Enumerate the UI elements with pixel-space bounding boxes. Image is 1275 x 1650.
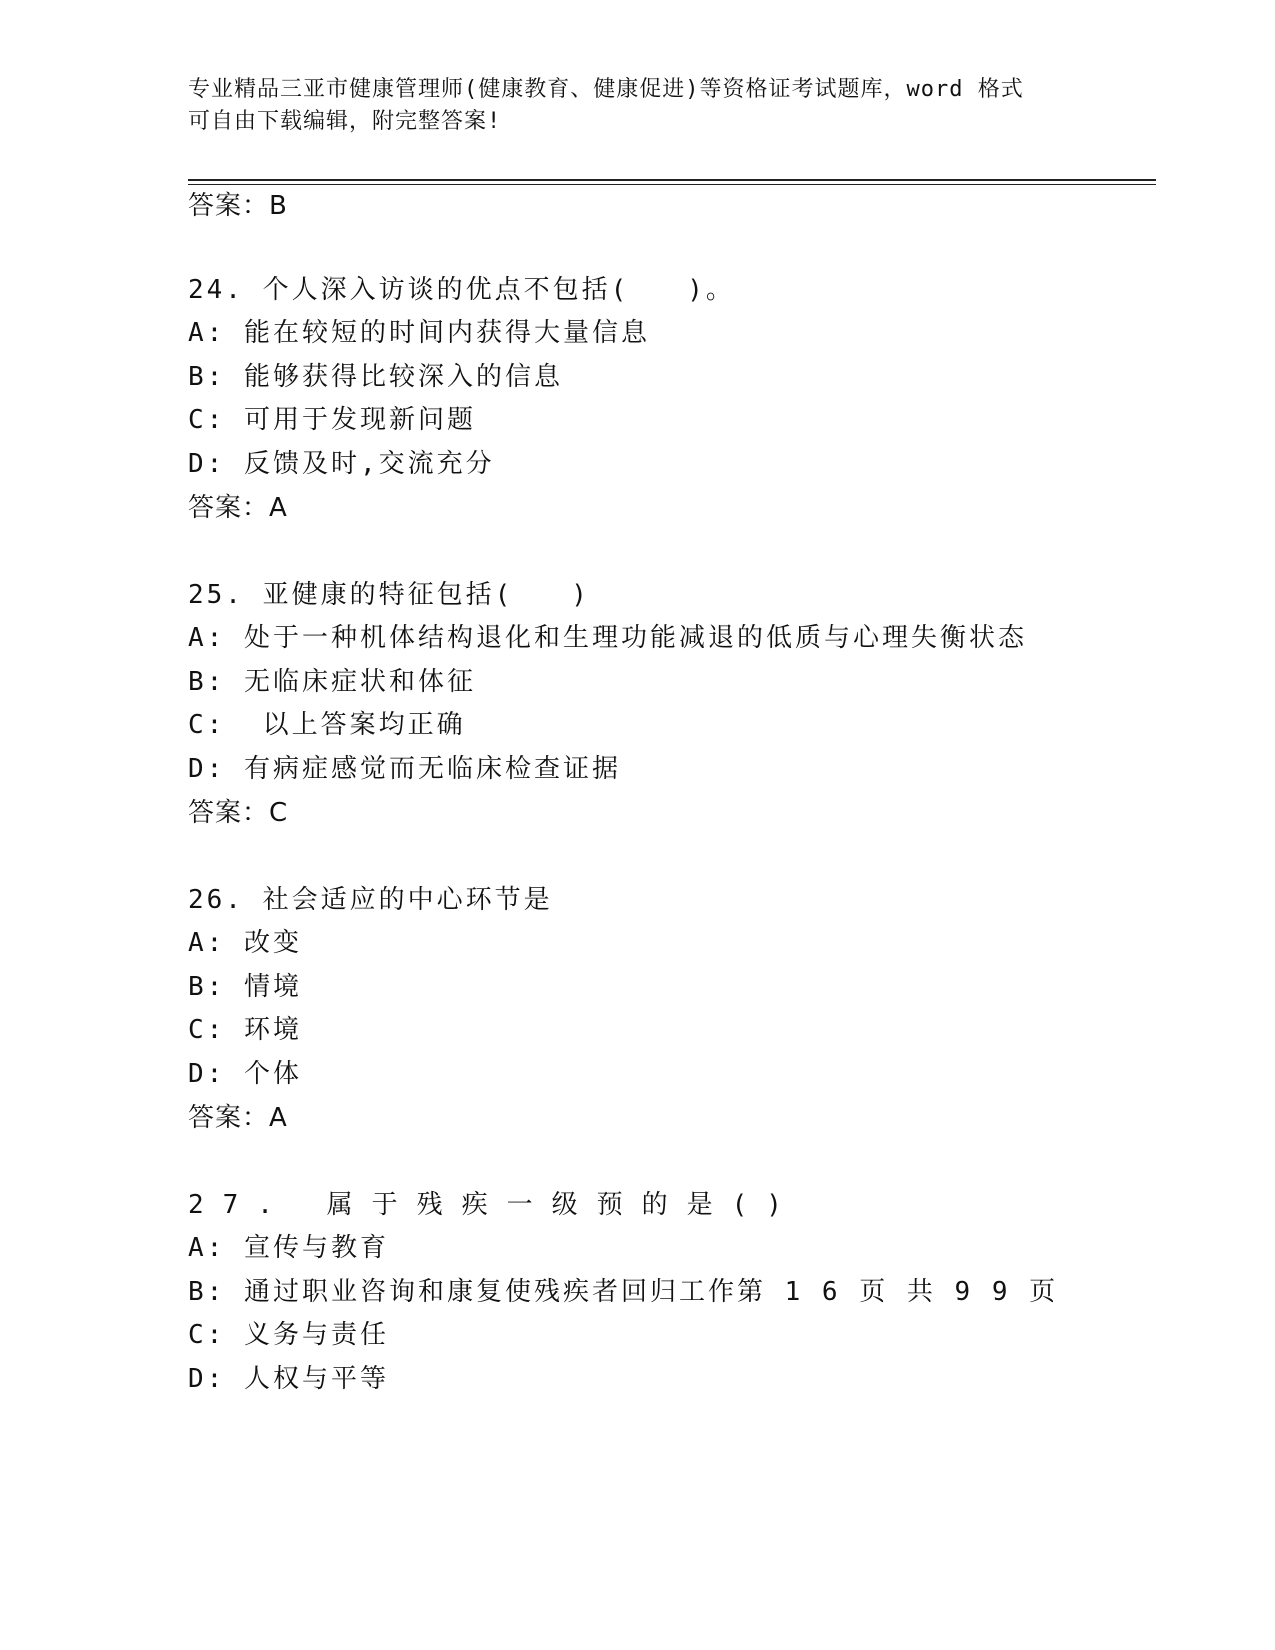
answer-line: 答案：C [188, 798, 289, 828]
option-d: D: 个体 [188, 1059, 302, 1089]
option-b: B: 无临床症状和体征 [188, 667, 476, 697]
option-d: D: 有病症感觉而无临床检查证据 [188, 754, 621, 784]
option-b: B: 通过职业咨询和康复使残疾者回归工作第 1 6 页 共 9 9 页 [188, 1277, 1059, 1307]
option-c: C: 义务与责任 [188, 1320, 389, 1350]
document-header [188, 74, 1088, 138]
option-b: B: 能够获得比较深入的信息 [188, 362, 563, 392]
header-rule-bottom [188, 184, 1156, 185]
option-d: D: 反馈及时,交流充分 [188, 449, 495, 479]
header-rule-top [188, 179, 1156, 181]
header-line-2: 可自由下载编辑，附完整答案! [188, 109, 502, 134]
answer-line: 答案：A [188, 493, 288, 523]
option-c: C: 环境 [188, 1015, 302, 1045]
option-c: C: 可用于发现新问题 [188, 405, 476, 435]
option-b: B: 情境 [188, 972, 302, 1002]
question-stem: 25. 亚健康的特征包括( ) [188, 580, 590, 610]
option-a: A: 改变 [188, 928, 302, 958]
answer-line: 答案：B [188, 191, 288, 221]
question-stem: 24. 个人深入访谈的优点不包括( )。 [188, 275, 735, 305]
option-c: C: 以上答案均正确 [188, 710, 466, 740]
question-stem: 26. 社会适应的中心环节是 [188, 885, 553, 915]
option-a: A: 能在较短的时间内获得大量信息 [188, 318, 650, 348]
header-line-1: 专业精品三亚市健康管理师(健康教育、健康促进)等资格证考试题库，word 格式 [188, 77, 1024, 102]
answer-line: 答案：A [188, 1103, 288, 1133]
option-a: A: 宣传与教育 [188, 1233, 389, 1263]
option-d: D: 人权与平等 [188, 1364, 389, 1394]
option-a: A: 处于一种机体结构退化和生理功能减退的低质与心理失衡状态 [188, 623, 1027, 653]
question-stem: 27. 属于残疾一级预的是() [188, 1190, 801, 1220]
